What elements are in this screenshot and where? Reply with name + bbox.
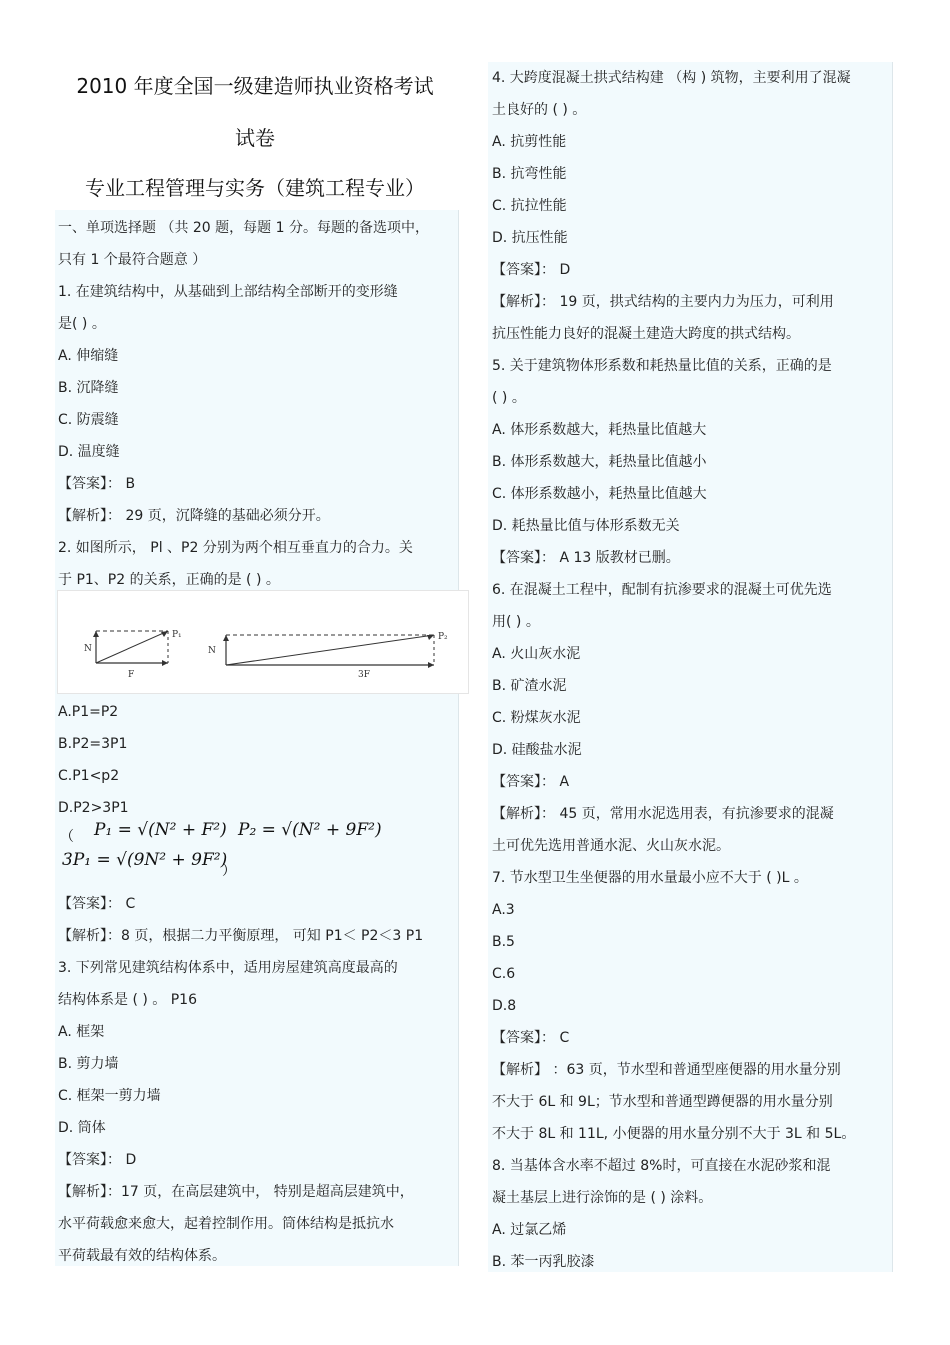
question-7: 7. 节水型卫生坐便器的用水量最小应不大于 ( )L 。 bbox=[492, 870, 808, 886]
q3-analysis: 【解析】：17 页，在高层建筑中， 特别是超高层建筑中， bbox=[58, 1184, 414, 1200]
q3-analysis-cont1: 水平荷载愈来愈大，起着控制作用。筒体结构是抵抗水 bbox=[58, 1216, 394, 1232]
question-6: 6. 在混凝土工程中，配制有抗渗要求的混凝土可优先选 bbox=[492, 582, 832, 598]
q6-option-b: B. 矿渣水泥 bbox=[492, 678, 567, 694]
q6-answer: 【答案】： A bbox=[492, 774, 570, 790]
q2-analysis: 【解析】：8 页，根据二力平衡原理， 可知 P1＜ P2＜3 P1 bbox=[58, 928, 424, 944]
question-4: 4. 大跨度混凝土拱式结构建 （构 ) 筑物，主要利用了混凝 bbox=[492, 70, 851, 86]
section-heading: 一、单项选择题 （共 20 题，每题 1 分。每题的备选项中， bbox=[58, 220, 429, 236]
q3-option-c: C. 框架一剪力墙 bbox=[58, 1088, 161, 1104]
left-force-diagram bbox=[84, 630, 182, 680]
q6-option-c: C. 粉煤灰水泥 bbox=[492, 710, 581, 726]
q4-option-c: C. 抗拉性能 bbox=[492, 198, 567, 214]
q2-option-b: B.P2=3P1 bbox=[58, 736, 128, 752]
q3-option-b: B. 剪力墙 bbox=[58, 1056, 119, 1072]
force-diagram bbox=[58, 591, 468, 693]
q7-option-b: B.5 bbox=[492, 934, 515, 950]
q1-option-c: C. 防震缝 bbox=[58, 412, 119, 428]
q1-option-a: A. 伸缩缝 bbox=[58, 348, 119, 364]
q3-answer: 【答案】： D bbox=[58, 1152, 137, 1168]
q3-option-d: D. 筒体 bbox=[58, 1120, 106, 1136]
question-2: 2. 如图所示， Pl 、P2 分别为两个相互垂直力的合力。关 bbox=[58, 540, 413, 556]
q5-option-d: D. 耗热量比值与体形系数无关 bbox=[492, 518, 680, 534]
formula-open-paren: （ bbox=[60, 829, 74, 845]
force-diagram-figure bbox=[57, 590, 469, 694]
question-3-cont: 结构体系是 ( ) 。 P16 bbox=[58, 992, 197, 1008]
q8-option-a: A. 过氯乙烯 bbox=[492, 1222, 567, 1238]
q7-analysis-cont2: 不大于 8L 和 11L, 小便器的用水量分别不大于 3L 和 5L。 bbox=[492, 1126, 856, 1142]
question-6-cont: 用( ) 。 bbox=[492, 614, 540, 630]
q6-analysis: 【解析】： 45 页，常用水泥选用表，有抗渗要求的混凝 bbox=[492, 806, 834, 822]
q7-answer: 【答案】： C bbox=[492, 1030, 570, 1046]
formula-p2: P₂ = √(N² + 9F²) bbox=[238, 820, 382, 840]
question-1: 1. 在建筑结构中，从基础到上部结构全部断开的变形缝 bbox=[58, 284, 398, 300]
q3-analysis-cont2: 平荷载最有效的结构体系。 bbox=[58, 1248, 226, 1264]
q2-answer: 【答案】： C bbox=[58, 896, 136, 912]
q7-analysis-cont1: 不大于 6L 和 9L；节水型和普通型蹲便器的用水量分别 bbox=[492, 1094, 833, 1110]
formula-3p1: 3P₁ = √(9N² + 9F²) bbox=[62, 850, 228, 870]
question-1-cont: 是( ) 。 bbox=[58, 316, 106, 332]
left-n-label: N bbox=[84, 644, 92, 654]
left-f-label: F bbox=[128, 670, 135, 680]
q4-option-b: B. 抗弯性能 bbox=[492, 166, 567, 182]
q6-option-a: A. 火山灰水泥 bbox=[492, 646, 581, 662]
formula-close-paren: ） bbox=[222, 863, 236, 879]
right-3f-label: 3F bbox=[358, 670, 370, 680]
q1-option-d: D. 温度缝 bbox=[58, 444, 120, 460]
q2-option-c: C.P1<p2 bbox=[58, 768, 120, 784]
question-8-cont: 凝土基层上进行涂饰的是 ( ) 涂料。 bbox=[492, 1190, 713, 1206]
question-2-cont: 于 P1、P2 的关系，正确的是 ( ) 。 bbox=[58, 572, 280, 588]
q4-analysis: 【解析】： 19 页，拱式结构的主要内力为压力，可利用 bbox=[492, 294, 834, 310]
right-n-label: N bbox=[208, 646, 216, 656]
formula-p1: P₁ = √(N² + F²) bbox=[94, 820, 227, 840]
q4-option-d: D. 抗压性能 bbox=[492, 230, 568, 246]
q8-option-b: B. 苯一丙乳胶漆 bbox=[492, 1254, 595, 1270]
question-4-cont: 土良好的 ( ) 。 bbox=[492, 102, 587, 118]
exam-title-line2: 试卷 bbox=[235, 126, 275, 150]
left-p1-label: P₁ bbox=[172, 630, 182, 640]
q7-analysis: 【解析】 ：63 页，节水型和普通型座便器的用水量分别 bbox=[492, 1062, 841, 1078]
q7-option-a: A.3 bbox=[492, 902, 515, 918]
q7-option-d: D.8 bbox=[492, 998, 517, 1014]
q6-option-d: D. 硅酸盐水泥 bbox=[492, 742, 582, 758]
q4-option-a: A. 抗剪性能 bbox=[492, 134, 567, 150]
q3-option-a: A. 框架 bbox=[58, 1024, 105, 1040]
question-8: 8. 当基体含水率不超过 8%时，可直接在水泥砂浆和混 bbox=[492, 1158, 831, 1174]
exam-title-line1: 2010 年度全国一级建造师执业资格考试 bbox=[76, 74, 434, 98]
q5-option-a: A. 体形系数越大，耗热量比值越大 bbox=[492, 422, 707, 438]
right-force-diagram bbox=[208, 632, 448, 680]
question-5: 5. 关于建筑物体形系数和耗热量比值的关系，正确的是 bbox=[492, 358, 832, 374]
section-heading-cont: 只有 1 个最符合题意 ） bbox=[58, 252, 207, 268]
q2-option-a: A.P1=P2 bbox=[58, 704, 119, 720]
q1-analysis: 【解析】： 29 页，沉降缝的基础必须分开。 bbox=[58, 508, 330, 524]
q1-option-b: B. 沉降缝 bbox=[58, 380, 119, 396]
q1-answer: 【答案】： B bbox=[58, 476, 136, 492]
q4-analysis-cont: 抗压性能力良好的混凝土建造大跨度的拱式结构。 bbox=[492, 326, 800, 342]
q5-option-b: B. 体形系数越大，耗热量比值越小 bbox=[492, 454, 707, 470]
q2-option-d: D.P2>3P1 bbox=[58, 800, 129, 816]
q5-answer: 【答案】： A 13 版教材已删。 bbox=[492, 550, 680, 566]
q5-option-c: C. 体形系数越小，耗热量比值越大 bbox=[492, 486, 707, 502]
question-3: 3. 下列常见建筑结构体系中，适用房屋建筑高度最高的 bbox=[58, 960, 398, 976]
q4-answer: 【答案】： D bbox=[492, 262, 571, 278]
question-5-cont: ( ) 。 bbox=[492, 390, 526, 406]
q6-analysis-cont: 土可优先选用普通水泥、火山灰水泥。 bbox=[492, 838, 730, 854]
right-p2-label: P₂ bbox=[438, 632, 448, 642]
exam-subtitle: 专业工程管理与实务（建筑工程专业） bbox=[85, 176, 425, 200]
q7-option-c: C.6 bbox=[492, 966, 516, 982]
